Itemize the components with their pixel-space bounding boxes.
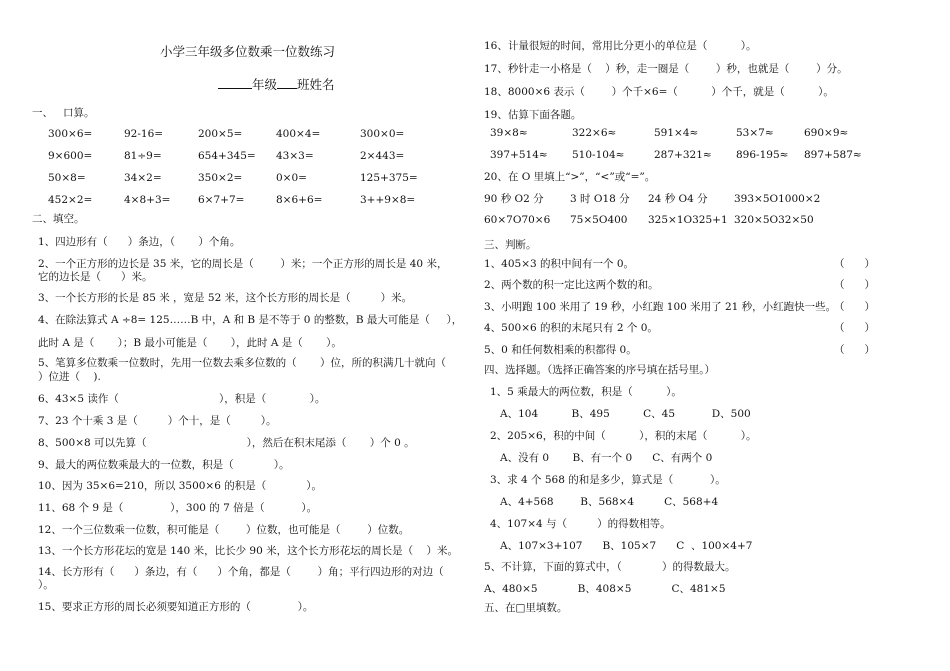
section1-heading: 一、 口算。 [32, 107, 95, 119]
compare-item: 24 秒 O4 分 [648, 193, 708, 205]
judge-answer-bracket: （ ） [834, 344, 876, 356]
page-title: 小学三年级多位数乘一位数练习 [160, 44, 336, 59]
judge-statement: 2、两个数的积一定比这两个数的和。 [484, 279, 659, 291]
grade-class-name-line [218, 77, 335, 91]
choice-options: A、107×3+107 B、105×7 C 、100×4+7 [500, 540, 753, 552]
choice-options: A、没有 0 B、有一个 0 C、有两个 0 [500, 452, 713, 464]
compare-item: 320×5O32×50 [734, 214, 814, 226]
fill-question: 6、43×5 读作（ ），积是（ ）。 [38, 393, 326, 405]
fill-question: 它的边长是（ ）米。 [38, 271, 153, 283]
oral-item: 81÷9= [124, 150, 162, 162]
judge-answer-bracket: （ ） [834, 258, 876, 270]
judge-answer-bracket: （ ） [834, 322, 876, 334]
section3-heading: 三、判断。 [484, 239, 537, 251]
estimate-item: 53×7≈ [736, 127, 774, 139]
choice-question: 3、求 4 个 568 的和是多少，算式是（ ）。 [490, 474, 726, 486]
class-name-label: 班姓名 [297, 77, 335, 92]
judge-statement: 1、405×3 的积中间有一个 0。 [484, 258, 635, 270]
oral-item: 0×0= [276, 172, 307, 184]
estimate-item: 510-104≈ [572, 149, 625, 161]
fill-question: 11、68 个 9 是（ ），300 的 7 倍是（ ）。 [38, 502, 318, 514]
section5-heading: 五、在□里填数。 [484, 602, 568, 614]
oral-item: 400×4= [276, 128, 321, 140]
oral-item: 92-16= [124, 128, 164, 140]
judge-answer-bracket: （ ） [834, 279, 876, 291]
oral-item: 2×443= [360, 150, 405, 162]
oral-item: 3++9×8= [360, 194, 416, 206]
judge-statement: 4、500×6 的积的末尾只有 2 个 0。 [484, 322, 658, 334]
choice-options: A、4+568 B、568×4 C、568+4 [500, 496, 719, 508]
fill-question: 14、长方形有（ ）条边，有（ ）个角，都是（ ）角；平行四边形的对边（ [38, 566, 444, 578]
fill-question: ）位进（ ). [38, 371, 101, 383]
estimate-item: 896-195≈ [736, 149, 789, 161]
choice-question: 2、205×6，积的中间（ ），积的末尾（ ）。 [490, 430, 757, 442]
estimate-item: 322×6≈ [572, 127, 617, 139]
oral-item: 9×600= [48, 150, 93, 162]
fill-question: 4、在除法算式 A ÷8= 125……B 中，A 和 B 是不等于 0 的整数，B 最大可能是（ ）， [38, 314, 463, 326]
judge-statement: 3、小明跑 100 米用了 19 秒，小红跑 100 米用了 21 秒，小红跑快一些。 [484, 301, 837, 313]
choice-question: 4、107×4 与（ ）的得数相等。 [490, 518, 671, 530]
compare-item: 393×5O1000×2 [734, 193, 821, 205]
fill-question: 3、一个长方形的长是 85 米 ，宽是 52 米，这个长方形的周长是（ ）米。 [38, 292, 413, 304]
oral-item: 300×6= [48, 128, 93, 140]
oral-item: 452×2= [48, 194, 93, 206]
choice-question: 1、5 乘最大的两位数，积是（ ）。 [490, 386, 682, 398]
q20-text: 20、在 O 里填上“>”，“<”或“=”。 [484, 171, 656, 183]
oral-item: 6×7+7= [198, 194, 245, 206]
fill-question: 17、秒针走一小格是（ ）秒，走一圈是（ ）秒，也就是（ ）分。 [484, 63, 848, 75]
oral-item: 50×8= [48, 172, 86, 184]
fill-question: 2、一个正方形的边长是 35 米，它的周长是（ ）米；一个正方形的周长是 40 米， [38, 258, 448, 270]
estimate-item: 897+587≈ [804, 149, 862, 161]
fill-question: 13、一个长方形花坛的宽是 140 米，比长少 90 米，这个长方形花坛的周长是（ ）米。 [38, 545, 458, 557]
estimate-item: 591×4≈ [654, 127, 699, 139]
judge-statement: 5、0 和任何数相乘的积都得 0。 [484, 344, 637, 356]
estimate-item: 39×8≈ [490, 127, 528, 139]
choice-question: 5、不计算，下面的算式中，（ ）的得数最大。 [484, 561, 736, 573]
oral-item: 8×6+6= [276, 194, 323, 206]
fill-question: 8、500×8 可以先算（ ），然后在积末尾添（ ）个 0 。 [38, 437, 415, 449]
oral-item: 43×3= [276, 150, 314, 162]
fill-question: 12、一个三位数乘一位数，积可能是（ ）位数，也可能是（ ）位数。 [38, 524, 410, 536]
oral-item: 654+345= [198, 150, 256, 162]
fill-question: 18、8000×6 表示（ ）个千×6=（ ）个千，就是（ ）。 [484, 86, 834, 98]
compare-item: 3 时 O18 分 [570, 193, 630, 205]
oral-item: 34×2= [124, 172, 162, 184]
section4-heading: 四、选择题。（选择正确答案的序号填在括号里。） [484, 364, 715, 376]
fill-question: 7、23 个十乘 3 是（ ）个十，是（ ）。 [38, 415, 277, 427]
compare-item: 325×1O325+1 [648, 214, 728, 226]
oral-item: 300×0= [360, 128, 405, 140]
oral-item: 125+375= [360, 172, 418, 184]
fill-question: 此时 A 是（ ）；B 最小可能是（ ），此时 A 是（ ）。 [38, 337, 342, 349]
compare-item: 75×5O400 [570, 214, 628, 226]
estimate-item: 287+321≈ [654, 149, 712, 161]
fill-question: 10、因为 35×6=210，所以 3500×6 的积是（ ）。 [38, 480, 323, 492]
judge-answer-bracket: （ ） [834, 301, 876, 313]
fill-question: 15、要求正方形的周长必须要知道正方形的（ ）。 [38, 601, 314, 613]
fill-question: 9、最大的两位数乘最大的一位数，积是（ ）。 [38, 459, 290, 471]
fill-question: 1、四边形有（ ）条边，（ ）个角。 [38, 236, 241, 248]
estimate-item: 690×9≈ [804, 127, 849, 139]
section2-heading: 二、填空。 [32, 213, 85, 225]
compare-item: 90 秒 O2 分 [484, 193, 544, 205]
fill-question: 19、估算下面各题。 [484, 109, 582, 121]
choice-options: A、480×5 B、408×5 C、481×5 [484, 583, 726, 595]
fill-question: ）。 [38, 579, 54, 591]
oral-item: 350×2= [198, 172, 243, 184]
fill-question: 16、计量很短的时间，常用比分更小的单位是（ ）。 [484, 40, 757, 52]
oral-item: 4×8+3= [124, 194, 171, 206]
oral-item: 200×5= [198, 128, 243, 140]
choice-options: A、104 B、495 C、45 D、500 [500, 408, 751, 420]
grade-label: 年级 [252, 77, 278, 92]
compare-item: 60×7O70×6 [484, 214, 551, 226]
fill-question: 5、笔算多位数乘一位数时，先用一位数去乘多位数的（ ）位，所的积满几十就向（ [38, 357, 447, 369]
estimate-item: 397+514≈ [490, 149, 548, 161]
